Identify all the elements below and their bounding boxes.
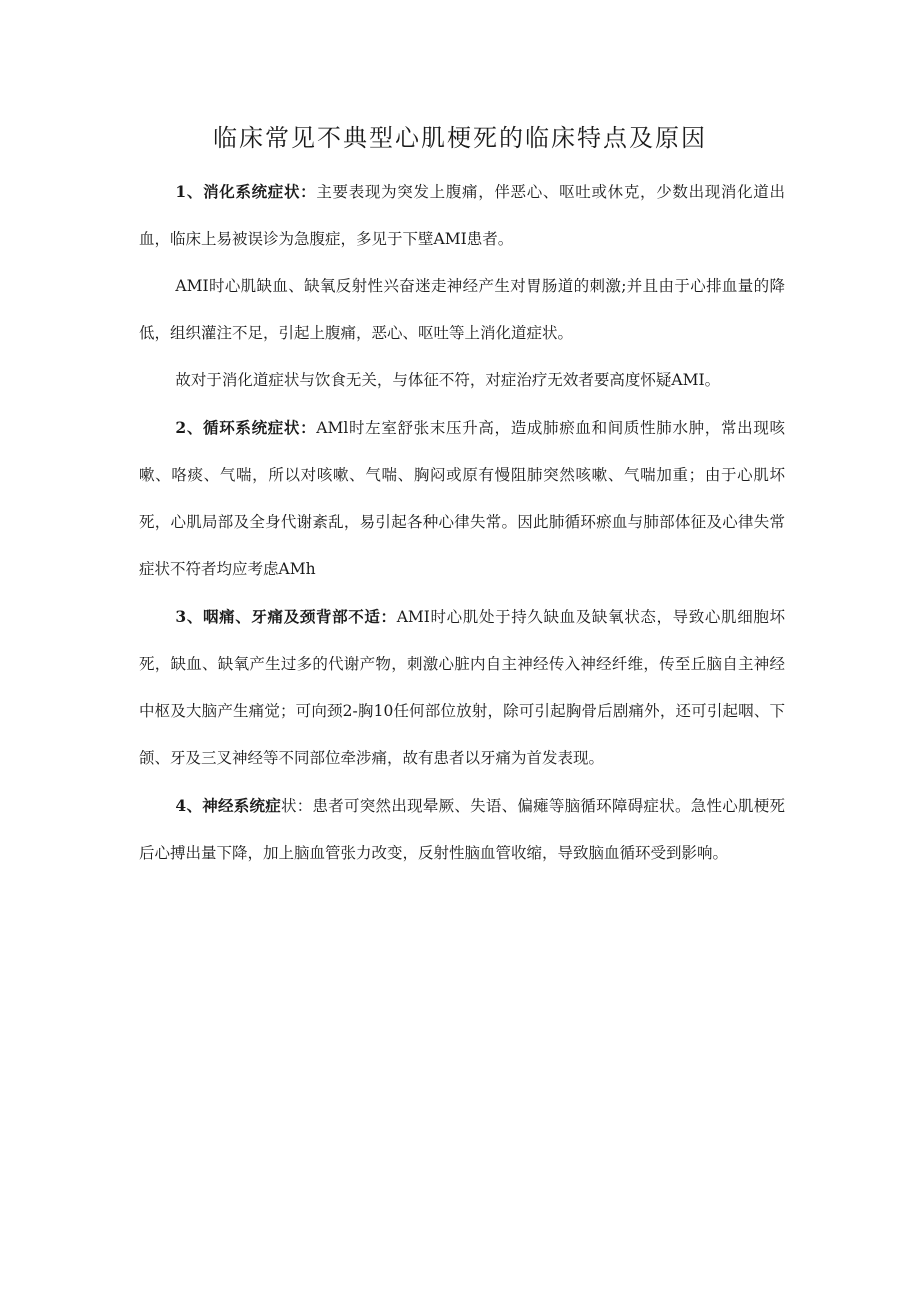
section-4-text: 状：患者可突然出现晕厥、失语、偏瘫等脑循环障碍症状。急性心肌梗死后心搏出量下降，加上脑血管张力改变，反射性脑血管收缩，导致脑血循环受到影响。 — [139, 797, 785, 862]
section-4-heading: 4、神经系统症 — [175, 796, 282, 815]
section-4-paragraph — [139, 782, 785, 877]
section-1-text-3: 故对于消化道症状与饮食无关，与体征不符，对症治疗无效者要高度怀疑AMI。 — [175, 371, 721, 389]
section-1-heading: 1、消化系统症状： — [175, 182, 317, 201]
section-1-text: 主要表现为突发上腹痛，伴恶心、呕吐或休克，少数出现消化道出血，临床上易被误诊为急腹症，多见于下壁AMI患者。 — [139, 183, 785, 248]
section-2-text: AMl时左室舒张末压升高，造成肺瘀血和间质性肺水肿，常出现咳嗽、咯痰、气喘，所以对咳嗽、气喘、胸闷或原有慢阻肺突然咳嗽、气喘加重；由于心肌坏死，心肌局部及全身代谢紊乱，易引起各种心律失常。因此肺循环瘀血与肺部体征及心律失常症状不符者均应考虑AMh — [139, 419, 785, 578]
section-2-heading: 2、循环系统症状： — [175, 418, 317, 437]
section-1-text-2: AMI时心肌缺血、缺氧反射性兴奋迷走神经产生对胃肠道的刺激;并且由于心排血量的降低，组织灌注不足，引起上腹痛，恶心、呕吐等上消化道症状。 — [139, 277, 785, 342]
section-3-heading: 3、咽痛、牙痛及颈背部不适： — [175, 607, 397, 626]
document-title: 临床常见不典型心肌梗死的临床特点及原因 — [213, 124, 707, 152]
section-1-paragraph — [139, 168, 785, 263]
section-3-text: AMI时心肌处于持久缺血及缺氧状态，导致心肌细胞坏死，缺血、缺氧产生过多的代谢产物，刺激心脏内自主神经传入神经纤维，传至丘脑自主神经中枢及大脑产生痛觉；可向颈2-胸10任何部位放射，除可引起胸骨后剧痛外，还可引起咽、下颌、牙及三叉神经等不同部位牵涉痛，故有患者以牙痛为首发表现。 — [139, 608, 785, 767]
section-2-paragraph — [139, 404, 785, 593]
section-1-paragraph-2 — [139, 263, 785, 357]
section-1-paragraph-3 — [139, 357, 785, 404]
document-body — [139, 168, 785, 877]
section-3-paragraph — [139, 593, 785, 782]
